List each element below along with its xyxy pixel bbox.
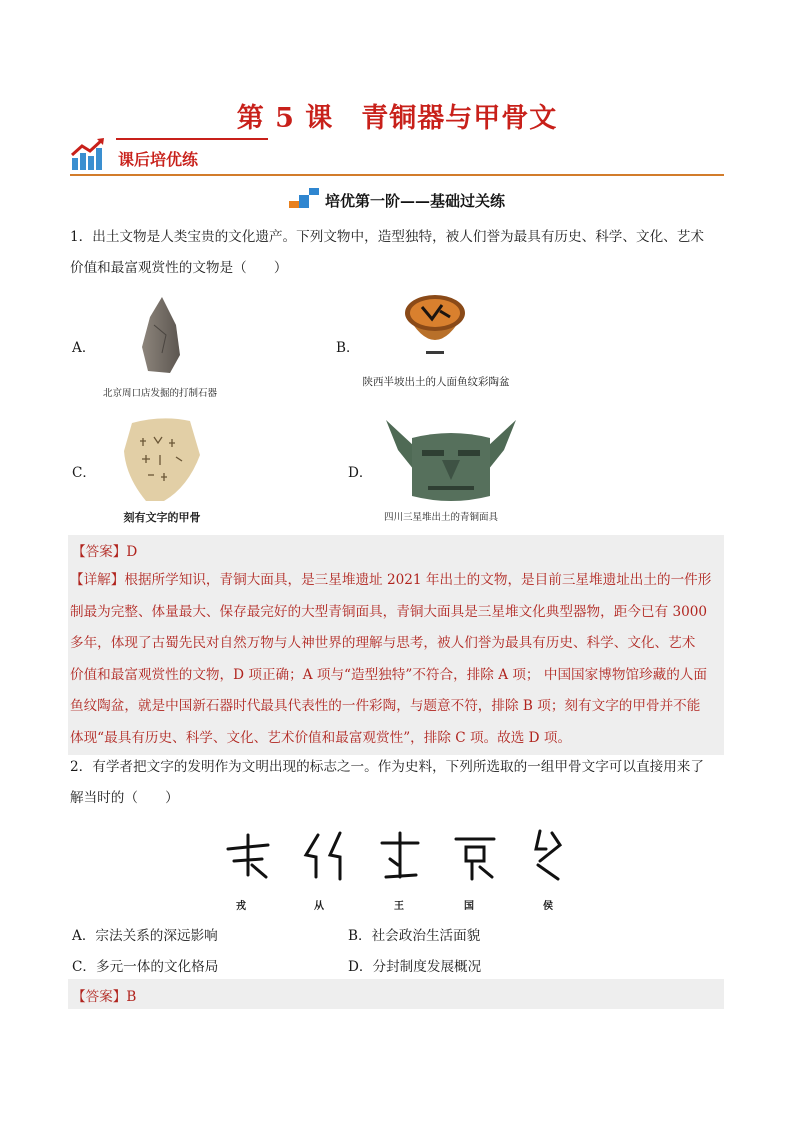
section-bottom-rule [70,174,724,176]
section-label: 课后培优练 [118,150,199,169]
question-2-line-1: 2．有学者把文字的发明作为文明出现的标志之一。作为史料，下列所选取的一组甲骨文字可以直接用来了 [70,759,704,775]
oracle-char-rong [228,835,268,877]
level-heading [0,188,794,211]
option-d-caption: 四川三星堆出土的青铜面具 [383,512,498,523]
explanation-line: 价值和最富观赏性的文物，D 项正确；A 项与“造型独特”不符合，排除 A 项； 中国国家博物馆珍藏的人面 [70,666,707,683]
question-2-option-d: D．分封制度发展概况 [348,959,482,975]
option-d-letter: D． [348,465,373,481]
answer-tag: 【答案】 [72,989,127,1005]
option-a-letter: A． [72,340,96,356]
oracle-label-hou: 侯 [543,901,553,912]
option-b-caption: 陕西半坡出土的人面鱼纹彩陶盆 [362,376,510,388]
explanation-line: 制最为完整、体量最大、保存最完好的大型青铜面具，青铜大面具是三星堆文化典型器物，距今已有 3000 [70,603,708,620]
oracle-label-cong: 从 [314,901,324,912]
question-1-explanation [68,565,724,755]
oracle-char-guo [456,839,494,879]
question-2-line-2: 解当时的（ ） [70,790,179,806]
stone-tool-image [140,295,182,375]
oracle-script-characters [222,825,562,915]
section-top-rule [116,138,268,140]
question-2-option-a: A．宗法关系的深远影响 [72,928,218,944]
lesson-topic: 青铜器与甲骨文 [361,103,558,134]
answer-line [72,540,137,560]
question-2-answer [68,979,724,1009]
question-1-answer [68,535,724,565]
question-1-stem [70,222,724,284]
answer-value: B [126,989,137,1005]
oracle-label-guo: 国 [464,901,474,912]
answer-line [72,985,136,1005]
question-2-stem [70,752,724,814]
oracle-label-rong: 戎 [236,901,246,912]
explanation-line [70,565,722,597]
painted-pottery-basin-image [402,291,468,361]
answer-value: D [126,544,138,560]
bronze-mask-image [378,410,524,506]
explanation-text: 根据所学知识，青铜大面具，是三星堆遗址 2021 年出土的文物，是目前三星堆遗址出土的一件形 [124,572,712,588]
explanation-line: 体现“最具有历史、科学、文化、艺术价值和最富观赏性”，排除 C 项。故选 D 项。 [70,729,572,746]
oracle-char-hou [536,831,560,879]
answer-tag: 【答案】 [72,544,127,560]
option-a-caption: 北京周口店发掘的打制石器 [102,388,217,399]
growth-chart-icon [70,138,106,172]
option-b-letter: B． [336,340,360,356]
page-title [0,96,794,135]
question-1-line-2: 价值和最富观赏性的文物是（ ） [70,260,288,276]
detail-tag: 【详解】 [70,572,125,588]
lesson-number: 第 5 课 [236,103,334,134]
oracle-char-cong [306,833,340,879]
option-c-caption: 刻有文字的甲骨 [123,511,201,524]
explanation-line: 多年，体现了古蜀先民对自然万物与人神世界的理解与思考，被人们誉为最具有历史、科学、文化、艺术 [70,635,696,652]
question-2-option-b: B．社会政治生活面貌 [348,928,481,944]
oracle-label-wang: 王 [394,901,404,912]
question-1-line-1: 1．出土文物是人类宝贵的文化遗产。下列文物中，造型独特，被人们誉为最具有历史、科学、文化、艺术 [70,229,704,245]
option-c-letter: C． [72,465,96,481]
stairs-icon [289,188,319,208]
question-2-option-c: C．多元一体的文化格局 [72,959,219,975]
oracle-bone-image [118,415,204,505]
level-heading-text: 培优第一阶——基础过关练 [324,192,505,210]
oracle-char-wang [382,833,418,877]
section-header [70,138,724,178]
explanation-line: 鱼纹陶盆，就是中国新石器时代最具代表性的一件彩陶，与题意不符，排除 B 项；刻有文字的甲骨并不能 [70,698,701,715]
